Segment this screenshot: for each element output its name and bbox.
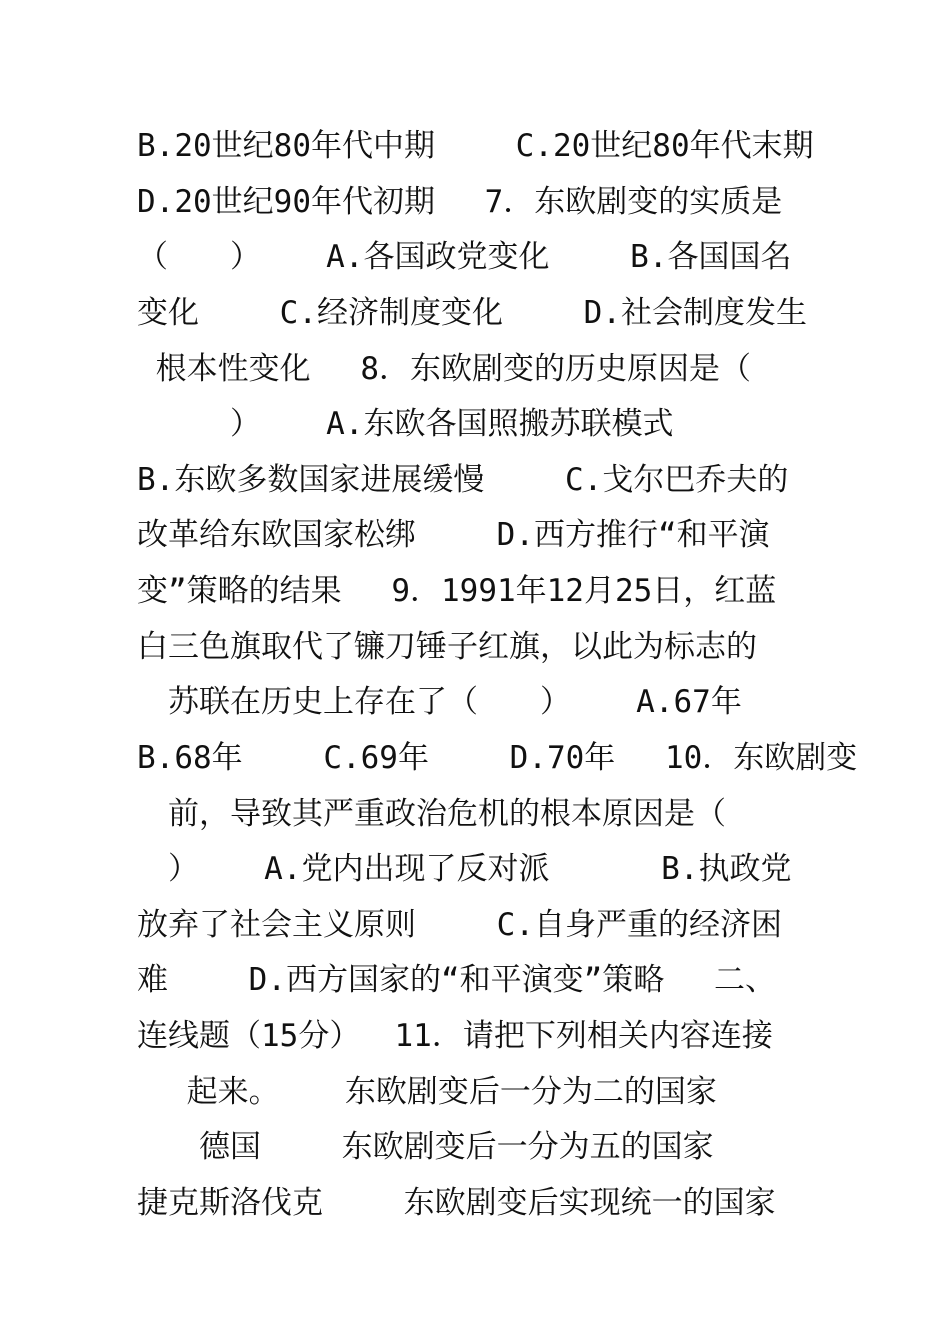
text-line: 放弃了社会主义原则 C.自身严重的经济困 [137,907,782,943]
text-line: D.20世纪90年代初期 7．东欧剧变的实质是 [137,184,783,220]
text-line: 苏联在历史上存在了（ ） A.67年 [137,684,742,720]
text-line: ） A.党内出现了反对派 B.执政党 [137,851,792,887]
text-line: B.20世纪80年代中期 C.20世纪80年代末期 [137,128,814,164]
text-line: 起来。 东欧剧变后一分为二的国家 [137,1074,717,1110]
text-line: ） A.东欧各国照搬苏联模式 [137,406,674,442]
text-line: 根本性变化 8．东欧剧变的历史原因是（ [137,351,751,387]
text-line: B.68年 C.69年 D.70年 10．东欧剧变 [137,740,858,776]
text-line: 白三色旗取代了镰刀锤子红旗，以此为标志的 [137,629,757,665]
text-line: 前，导致其严重政治危机的根本原因是（ [137,796,726,832]
text-line: （ ） A.各国政党变化 B.各国国名 [137,239,792,275]
text-line: 连线题（15分） 11．请把下列相关内容连接 [137,1018,773,1054]
text-line: 德国 东欧剧变后一分为五的国家 [137,1129,714,1165]
text-line: 变”策略的结果 9．1991年12月25日，红蓝 [137,573,777,609]
text-line: 变化 C.经济制度变化 D.社会制度发生 [137,295,807,331]
text-line: 改革给东欧国家松绑 D.西方推行“和平演 [137,517,770,553]
text-line: 捷克斯洛伐克 东欧剧变后实现统一的国家 [137,1185,776,1221]
text-line: 难 D.西方国家的“和平演变”策略 二、 [137,962,776,998]
text-line: B.东欧多数国家进展缓慢 C.戈尔巴乔夫的 [137,462,789,498]
